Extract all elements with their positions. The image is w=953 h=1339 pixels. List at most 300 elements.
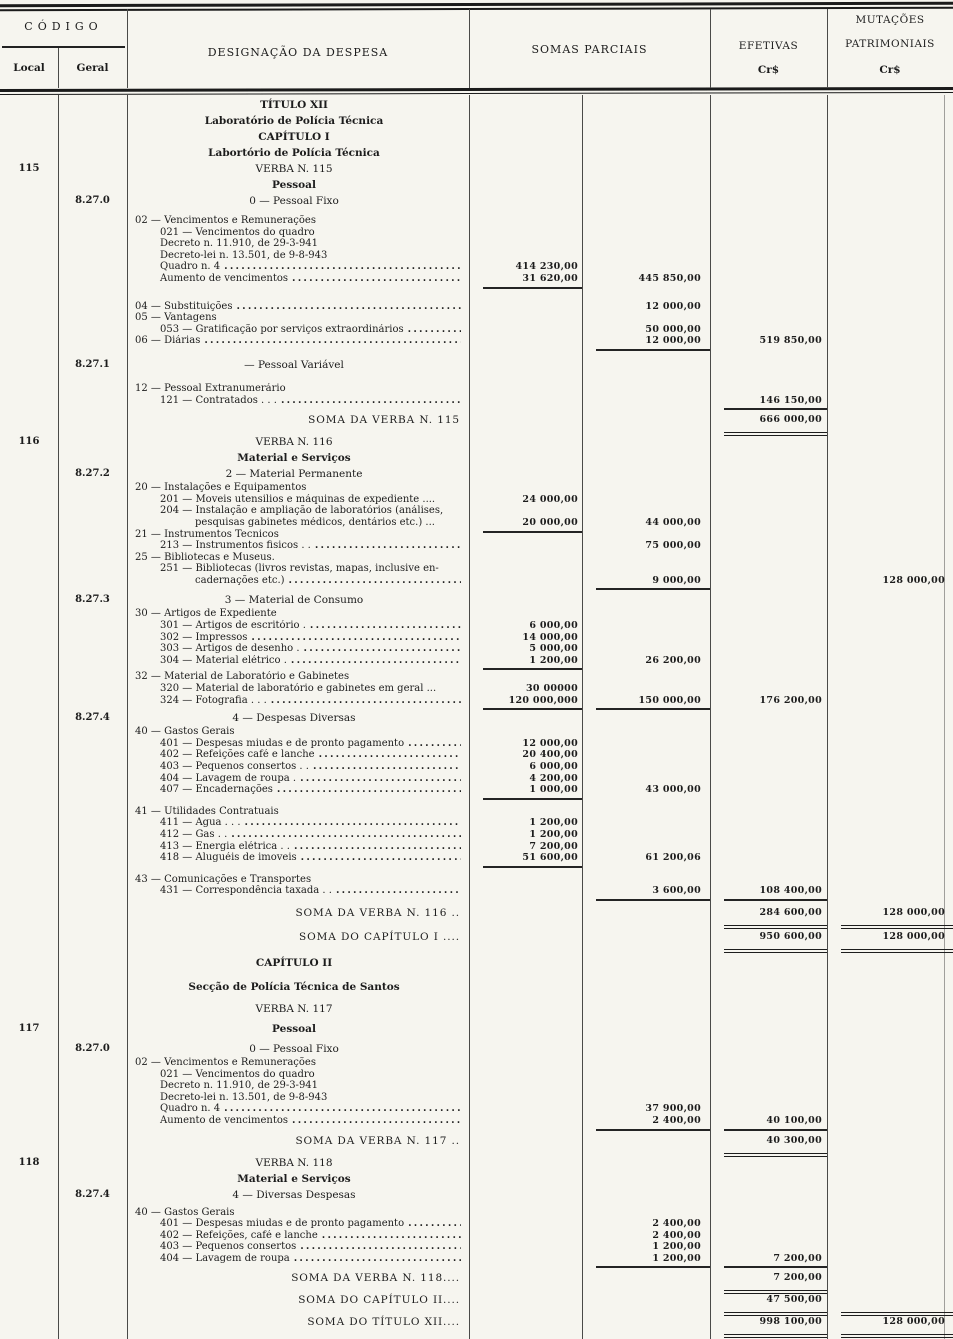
designacao-text: 0 — Pessoal Fixo — [249, 1042, 339, 1055]
cell-mutacoes — [827, 1115, 953, 1129]
cell-mutacoes-value — [841, 215, 953, 227]
cell-soma-parcial-1-value — [483, 806, 582, 818]
table-row — [0, 193, 953, 209]
cell-mutacoes — [827, 335, 953, 349]
cell-local — [0, 529, 58, 541]
cell-soma-parcial-2 — [582, 1001, 710, 1017]
cell-mutacoes — [827, 301, 953, 313]
cell-efetivas — [710, 784, 827, 798]
cell-efetivas — [710, 671, 827, 683]
cell-efetivas-value — [724, 273, 827, 287]
cell-soma-parcial-2-value — [596, 129, 710, 145]
designacao-text: 41 — Utilidades Contratuais — [135, 805, 279, 817]
cell-soma-parcial-2-value — [596, 1207, 710, 1219]
dot-leader — [310, 620, 461, 632]
cell-designacao — [127, 505, 469, 517]
cell-efetivas-value — [724, 608, 827, 620]
cell-mutacoes-value — [841, 177, 953, 193]
cell-geral — [58, 841, 127, 853]
cell-efetivas-value — [724, 1207, 827, 1219]
cell-mutacoes-value — [841, 450, 953, 466]
cell-geral — [58, 671, 127, 683]
cell-designacao — [127, 494, 469, 506]
cell-efetivas-value: 7 200,00 — [724, 1270, 827, 1294]
cell-efetivas-value — [724, 1171, 827, 1187]
designacao-text: Aumento de vencimentos — [160, 1114, 289, 1126]
cell-soma-parcial-1-value — [483, 575, 582, 589]
designacao-text: 21 — Instrumentos Tecnicos — [135, 528, 279, 540]
cell-designacao — [127, 749, 469, 761]
cell-designacao — [127, 620, 469, 632]
cell-mutacoes-value — [841, 324, 953, 336]
cell-soma-parcial-2-value — [596, 671, 710, 683]
cell-efetivas-value — [724, 552, 827, 564]
cell-geral — [58, 301, 127, 313]
cell-mutacoes — [827, 563, 953, 575]
designacao-text: Laboratório de Polícia Técnica — [204, 115, 384, 127]
cell-local — [0, 1133, 58, 1153]
cell-soma-parcial-2-value — [596, 632, 710, 644]
cell-geral — [58, 806, 127, 818]
cell-mutacoes — [827, 655, 953, 669]
designacao-text: 401 — Despesas miudas e de pronto pagamento — [160, 1218, 405, 1230]
cell-mutacoes-value — [841, 312, 953, 324]
cell-soma-parcial-1 — [469, 1218, 582, 1230]
cell-soma-parcial-1-value — [483, 177, 582, 193]
cell-mutacoes-value — [841, 238, 953, 250]
cell-mutacoes-value — [841, 1080, 953, 1092]
cell-soma-parcial-1-value — [483, 671, 582, 683]
cell-soma-parcial-2 — [582, 129, 710, 145]
cell-mutacoes — [827, 608, 953, 620]
designacao-text: 30 — Artigos de Expediente — [135, 608, 277, 620]
cell-soma-parcial-1-value — [483, 1092, 582, 1104]
cell-soma-parcial-2-value — [596, 505, 710, 517]
table-row — [0, 829, 953, 841]
cell-geral — [58, 1001, 127, 1017]
dot-leader — [313, 761, 461, 773]
cell-efetivas — [710, 1080, 827, 1092]
cell-soma-parcial-1 — [469, 238, 582, 250]
cell-mutacoes — [827, 1207, 953, 1219]
designacao-text: cadernações etc.) — [195, 574, 285, 586]
cell-designacao — [127, 145, 469, 161]
cell-mutacoes — [827, 1253, 953, 1267]
cell-mutacoes-value — [841, 710, 953, 726]
table-row — [0, 1155, 953, 1171]
designacao-text: 324 — Fotografia . . . — [160, 694, 267, 706]
cell-mutacoes-value — [841, 1292, 953, 1316]
cell-mutacoes-value — [841, 784, 953, 798]
cell-soma-parcial-2-value — [596, 238, 710, 250]
cell-mutacoes-value: 128 000,00 — [882, 574, 945, 586]
cell-mutacoes — [827, 1021, 953, 1037]
table-row — [0, 1041, 953, 1057]
cell-geral: 8.27.0 — [75, 1042, 110, 1054]
table-row — [0, 505, 953, 517]
cell-efetivas-value — [724, 852, 827, 866]
table-row — [0, 683, 953, 695]
cell-soma-parcial-2-value — [596, 145, 710, 161]
dot-leader — [408, 1218, 461, 1230]
cell-mutacoes — [827, 979, 953, 995]
cell-soma-parcial-2-value — [596, 434, 710, 450]
cell-mutacoes-value — [841, 1115, 953, 1129]
cell-efetivas — [710, 1103, 827, 1115]
cell-efetivas — [710, 749, 827, 761]
cell-efetivas-value — [724, 784, 827, 798]
cell-soma-parcial-1-value — [483, 412, 582, 432]
cell-soma-parcial-1 — [469, 113, 582, 129]
cell-mutacoes — [827, 773, 953, 785]
cell-efetivas-value: 950 600,00 — [724, 929, 827, 953]
cell-geral — [58, 482, 127, 494]
cell-soma-parcial-1-value — [483, 529, 582, 541]
cell-soma-parcial-1-value — [483, 1253, 582, 1267]
cell-mutacoes — [827, 145, 953, 161]
cell-efetivas — [710, 395, 827, 409]
cell-efetivas-value: 47 500,00 — [724, 1292, 827, 1316]
table-row — [0, 97, 953, 113]
cell-efetivas-value — [724, 773, 827, 785]
cell-local — [0, 643, 58, 655]
cell-soma-parcial-1 — [469, 632, 582, 644]
cell-efetivas-value — [724, 726, 827, 738]
dot-leader — [277, 784, 461, 796]
cell-soma-parcial-2 — [582, 726, 710, 738]
cell-efetivas-value — [724, 1001, 827, 1017]
dot-leader — [251, 632, 461, 644]
cell-geral — [58, 563, 127, 575]
cell-soma-parcial-2 — [582, 761, 710, 773]
cell-mutacoes-value — [841, 979, 953, 995]
cell-efetivas — [710, 250, 827, 262]
table-row — [0, 1218, 953, 1230]
cell-local — [0, 540, 58, 552]
cell-efetivas-value: 284 600,00 — [724, 905, 827, 929]
cell-designacao — [127, 773, 469, 785]
cell-geral — [58, 1115, 127, 1129]
cell-local — [0, 761, 58, 773]
cell-soma-parcial-1 — [469, 301, 582, 313]
cell-efetivas — [710, 929, 827, 949]
cell-local — [0, 177, 58, 193]
cell-soma-parcial-1-value — [483, 874, 582, 886]
cell-soma-parcial-1 — [469, 1001, 582, 1017]
cell-soma-parcial-2-value — [596, 466, 710, 482]
cell-designacao — [127, 683, 469, 695]
cell-designacao — [127, 312, 469, 324]
cell-efetivas — [710, 738, 827, 750]
cell-designacao — [127, 129, 469, 145]
cell-efetivas — [710, 494, 827, 506]
table-row — [0, 1241, 953, 1253]
header-geral: Geral — [76, 62, 109, 74]
cell-mutacoes-value — [841, 250, 953, 262]
dot-leader — [292, 1115, 461, 1127]
cell-mutacoes — [827, 238, 953, 250]
cell-efetivas — [710, 817, 827, 829]
table-row — [0, 273, 953, 285]
dot-leader — [292, 273, 461, 285]
cell-soma-parcial-1-value — [483, 592, 582, 608]
cell-local: 117 — [18, 1022, 40, 1034]
designacao-text: 3 — Material de Consumo — [224, 594, 364, 607]
dot-leader — [336, 885, 461, 897]
cell-soma-parcial-1-value — [483, 979, 582, 995]
cell-soma-parcial-1-value: 1 200,00 — [483, 655, 582, 671]
cell-soma-parcial-2 — [582, 113, 710, 129]
designacao-text: 303 — Artigos de desenho . — [160, 643, 300, 655]
table-row — [0, 1092, 953, 1104]
cell-local — [0, 505, 58, 517]
cell-efetivas-value: 108 400,00 — [724, 885, 827, 901]
cell-soma-parcial-1 — [469, 726, 582, 738]
cell-soma-parcial-2 — [582, 841, 710, 853]
cell-mutacoes — [827, 1314, 953, 1334]
cell-soma-parcial-2-value — [596, 412, 710, 432]
cell-soma-parcial-1-value — [483, 1103, 582, 1115]
cell-geral — [58, 312, 127, 324]
cell-designacao — [127, 1021, 469, 1037]
cell-efetivas — [710, 1133, 827, 1153]
cell-efetivas-value — [724, 655, 827, 669]
cell-soma-parcial-2-value — [596, 1021, 710, 1037]
cell-mutacoes-value — [841, 466, 953, 482]
cell-soma-parcial-1 — [469, 1187, 582, 1203]
cell-soma-parcial-2-value — [596, 193, 710, 209]
cell-efetivas — [710, 482, 827, 494]
cell-soma-parcial-1-value — [483, 482, 582, 494]
cell-designacao — [127, 671, 469, 683]
cell-soma-parcial-2 — [582, 643, 710, 655]
cell-soma-parcial-1 — [469, 905, 582, 925]
cell-geral — [58, 643, 127, 655]
cell-efetivas — [710, 1057, 827, 1069]
designacao-text: 320 — Material de laboratório e gabinetes em geral ... — [160, 683, 437, 695]
cell-designacao — [127, 273, 469, 287]
cell-geral — [58, 817, 127, 829]
header-local: Local — [13, 62, 45, 74]
designacao-text: VERBA N. 115 — [255, 163, 333, 175]
cell-soma-parcial-2-value — [596, 1270, 710, 1290]
designacao-text: 2 — Material Permanente — [225, 468, 363, 481]
table-row — [0, 1001, 953, 1017]
table-body — [0, 95, 953, 1330]
designacao-text: 301 — Artigos de escritório . — [160, 620, 306, 632]
cell-geral — [58, 395, 127, 409]
cell-local — [0, 261, 58, 273]
cell-mutacoes-value — [841, 357, 953, 373]
dot-leader — [304, 643, 461, 655]
cell-mutacoes-value — [841, 1171, 953, 1187]
cell-efetivas-value — [724, 749, 827, 761]
designacao-text: 121 — Contratados . . . — [160, 394, 277, 406]
table-row — [0, 885, 953, 897]
cell-efetivas-value — [724, 145, 827, 161]
cell-efetivas-value — [724, 193, 827, 209]
cell-soma-parcial-1 — [469, 1041, 582, 1057]
cell-soma-parcial-1-value — [483, 161, 582, 177]
cell-mutacoes — [827, 1218, 953, 1230]
cell-efetivas-value — [724, 540, 827, 552]
cell-soma-parcial-1-value — [483, 1187, 582, 1203]
cell-soma-parcial-2-value — [596, 929, 710, 949]
cell-geral — [58, 1270, 127, 1290]
table-row — [0, 874, 953, 886]
cell-soma-parcial-2 — [582, 261, 710, 273]
cell-mutacoes — [827, 632, 953, 644]
cell-soma-parcial-1-value: 5 000,00 — [529, 643, 578, 655]
cell-soma-parcial-2-value: 75 000,00 — [645, 540, 701, 552]
cell-geral — [58, 761, 127, 773]
cell-mutacoes-value — [841, 129, 953, 145]
cell-soma-parcial-2 — [582, 177, 710, 193]
cell-mutacoes — [827, 1133, 953, 1153]
cell-designacao — [127, 1069, 469, 1081]
cell-mutacoes-value — [841, 655, 953, 669]
cell-mutacoes-value — [841, 529, 953, 541]
header-codigo: CÓDIGO — [24, 20, 103, 33]
cell-efetivas — [710, 505, 827, 517]
designacao-text: 402 — Refeições, café e lanche — [160, 1229, 318, 1241]
cell-soma-parcial-1 — [469, 655, 582, 669]
table-row — [0, 412, 953, 428]
cell-designacao — [127, 227, 469, 239]
cell-mutacoes — [827, 784, 953, 798]
cell-soma-parcial-1 — [469, 312, 582, 324]
cell-efetivas — [710, 632, 827, 644]
cell-efetivas — [710, 885, 827, 899]
cell-soma-parcial-1 — [469, 852, 582, 866]
cell-soma-parcial-1-value: 20 400,00 — [522, 749, 578, 761]
cell-soma-parcial-1-value — [483, 324, 582, 336]
cell-geral — [58, 129, 127, 145]
cell-soma-parcial-1-value — [483, 1041, 582, 1057]
cell-soma-parcial-2-value — [596, 1155, 710, 1171]
cell-efetivas — [710, 97, 827, 113]
table-row — [0, 1171, 953, 1187]
cell-local — [0, 695, 58, 709]
cell-efetivas — [710, 129, 827, 145]
cell-soma-parcial-1 — [469, 608, 582, 620]
cell-efetivas-value — [724, 683, 827, 695]
cell-designacao — [127, 97, 469, 113]
designacao-text: 204 — Instalação e ampliação de laboratórios (análises, — [160, 505, 444, 517]
table-row — [0, 592, 953, 608]
cell-soma-parcial-2-value — [596, 905, 710, 925]
designacao-text: Material e Serviços — [237, 452, 351, 465]
table-row — [0, 312, 953, 324]
cell-soma-parcial-1 — [469, 841, 582, 853]
header-bottom-rule — [0, 87, 953, 91]
cell-mutacoes — [827, 671, 953, 683]
cell-soma-parcial-1 — [469, 261, 582, 273]
designacao-text: SOMA DO CAPÍTULO I .... — [299, 930, 460, 943]
cell-geral — [58, 608, 127, 620]
cell-geral — [58, 1155, 127, 1171]
cell-soma-parcial-2-value: 445 850,00 — [638, 272, 701, 284]
dot-leader — [300, 773, 461, 785]
designacao-text: 02 — Vencimentos e Remunerações — [135, 1056, 316, 1068]
cell-efetivas — [710, 215, 827, 227]
table-row — [0, 1314, 953, 1330]
cell-local — [0, 817, 58, 829]
cell-designacao — [127, 726, 469, 738]
header-mutacoes-unit: Cr$ — [879, 64, 901, 76]
cell-soma-parcial-1 — [469, 955, 582, 971]
cell-soma-parcial-1 — [469, 450, 582, 466]
cell-soma-parcial-2-value: 43 000,00 — [645, 784, 701, 796]
designacao-text: Quadro n. 4 — [160, 261, 221, 273]
cell-mutacoes — [827, 129, 953, 145]
cell-designacao — [127, 1155, 469, 1171]
cell-efetivas — [710, 852, 827, 866]
cell-efetivas — [710, 1092, 827, 1104]
cell-designacao — [127, 238, 469, 250]
cell-efetivas-value: 666 000,00 — [724, 412, 827, 436]
cell-soma-parcial-1-value — [483, 905, 582, 925]
cell-soma-parcial-2 — [582, 885, 710, 899]
cell-mutacoes — [827, 494, 953, 506]
cell-soma-parcial-1 — [469, 494, 582, 506]
cell-local — [0, 575, 58, 589]
cell-mutacoes — [827, 806, 953, 818]
designacao-text: 213 — Instrumentos fisicos . . — [160, 540, 311, 552]
cell-soma-parcial-1-value — [483, 450, 582, 466]
cell-mutacoes — [827, 905, 953, 925]
cell-mutacoes — [827, 1187, 953, 1203]
cell-designacao — [127, 301, 469, 313]
cell-local — [0, 383, 58, 395]
cell-local — [0, 1253, 58, 1267]
cell-soma-parcial-2 — [582, 1253, 710, 1267]
designacao-text: 304 — Material elétrico . — [160, 654, 287, 666]
cell-mutacoes — [827, 529, 953, 541]
cell-efetivas — [710, 273, 827, 287]
cell-designacao — [127, 540, 469, 552]
cell-local — [0, 806, 58, 818]
table-row — [0, 575, 953, 587]
cell-soma-parcial-1 — [469, 929, 582, 949]
cell-soma-parcial-1 — [469, 1115, 582, 1129]
header-efetivas-unit: Cr$ — [757, 64, 780, 76]
cell-mutacoes — [827, 1292, 953, 1312]
cell-designacao — [127, 335, 469, 349]
cell-soma-parcial-2-value — [596, 1133, 710, 1153]
cell-soma-parcial-1 — [469, 129, 582, 145]
cell-efetivas-value — [724, 113, 827, 129]
cell-designacao — [127, 632, 469, 644]
cell-mutacoes-value: 128 000,00 — [841, 1314, 953, 1338]
cell-efetivas-value — [724, 238, 827, 250]
cell-local — [0, 301, 58, 313]
table-row — [0, 905, 953, 921]
cell-soma-parcial-1 — [469, 1133, 582, 1153]
cell-soma-parcial-1 — [469, 563, 582, 575]
cell-soma-parcial-2-value — [596, 749, 710, 761]
designacao-text: Pessoal — [272, 179, 316, 191]
cell-local — [0, 874, 58, 886]
cell-efetivas — [710, 238, 827, 250]
cell-soma-parcial-1-value: 1 200,00 — [529, 817, 578, 829]
cell-soma-parcial-2-value — [596, 1292, 710, 1312]
cell-mutacoes — [827, 955, 953, 971]
cell-mutacoes — [827, 1041, 953, 1057]
table-row — [0, 620, 953, 632]
cell-soma-parcial-2 — [582, 695, 710, 709]
cell-mutacoes-value — [841, 273, 953, 287]
